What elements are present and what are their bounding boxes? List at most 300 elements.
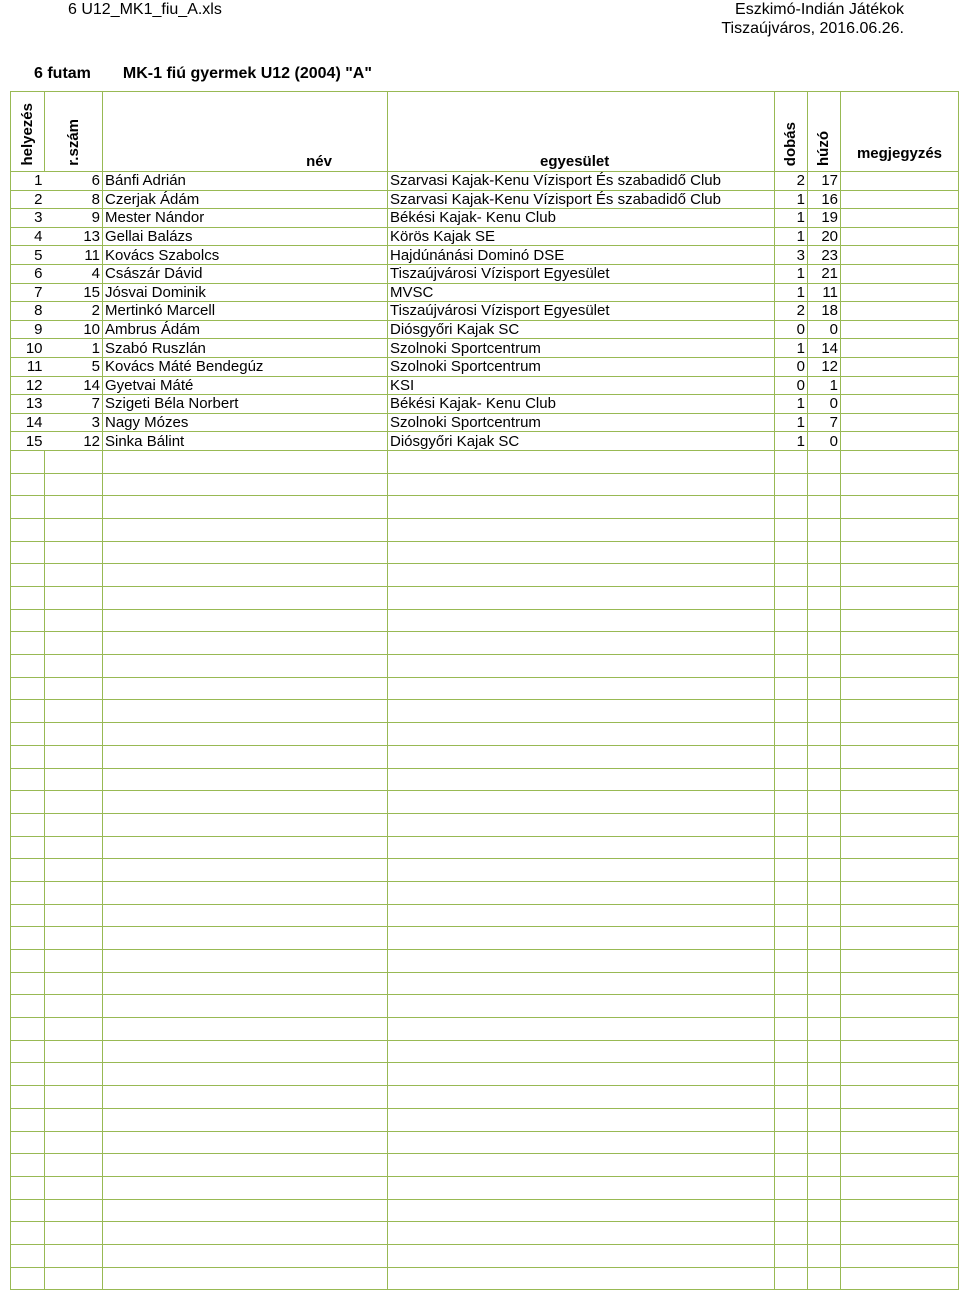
empty-cell — [808, 450, 841, 473]
empty-cell — [103, 768, 388, 791]
empty-cell — [808, 1108, 841, 1131]
cell-huzo: 16 — [808, 190, 841, 209]
empty-cell — [808, 791, 841, 814]
empty-row — [11, 677, 959, 700]
empty-cell — [103, 541, 388, 564]
empty-cell — [103, 450, 388, 473]
empty-cell — [775, 677, 808, 700]
empty-cell — [45, 1108, 103, 1131]
empty-cell — [841, 1040, 959, 1063]
cell-nev: Bánfi Adrián — [103, 172, 388, 191]
table-row — [11, 172, 959, 191]
cell-rszam: 8 — [45, 190, 103, 209]
empty-row — [11, 473, 959, 496]
empty-cell — [45, 995, 103, 1018]
empty-cell — [103, 723, 388, 746]
empty-row — [11, 1040, 959, 1063]
empty-cell — [775, 927, 808, 950]
empty-cell — [808, 881, 841, 904]
empty-cell — [841, 541, 959, 564]
empty-cell — [775, 609, 808, 632]
empty-cell — [388, 541, 775, 564]
empty-cell — [841, 881, 959, 904]
empty-cell — [45, 836, 103, 859]
empty-cell — [11, 473, 45, 496]
cell-huzo: 20 — [808, 227, 841, 246]
empty-cell — [775, 836, 808, 859]
empty-cell — [808, 677, 841, 700]
empty-cell — [808, 1040, 841, 1063]
empty-cell — [808, 950, 841, 973]
empty-cell — [103, 632, 388, 655]
empty-cell — [45, 927, 103, 950]
cell-egyesulet: Szolnoki Sportcentrum — [388, 339, 775, 358]
col-huzo: húzó — [808, 92, 841, 172]
empty-row — [11, 564, 959, 587]
empty-cell — [775, 564, 808, 587]
empty-row — [11, 972, 959, 995]
cell-dobas: 1 — [775, 209, 808, 228]
empty-cell — [388, 950, 775, 973]
empty-cell — [808, 813, 841, 836]
cell-megjegyzes — [841, 357, 959, 376]
empty-row — [11, 1267, 959, 1290]
cell-huzo: 7 — [808, 413, 841, 432]
table-row — [11, 339, 959, 358]
empty-cell — [388, 927, 775, 950]
empty-row — [11, 541, 959, 564]
empty-cell — [103, 904, 388, 927]
col-egyesulet: egyesület — [388, 92, 775, 172]
empty-cell — [841, 791, 959, 814]
empty-row — [11, 1131, 959, 1154]
empty-row — [11, 496, 959, 519]
empty-cell — [388, 1154, 775, 1177]
empty-cell — [775, 1131, 808, 1154]
cell-helyezes: 5 — [11, 246, 45, 265]
empty-cell — [808, 723, 841, 746]
empty-cell — [775, 518, 808, 541]
cell-helyezes: 9 — [11, 320, 45, 339]
empty-cell — [388, 632, 775, 655]
cell-egyesulet: KSI — [388, 376, 775, 395]
cell-huzo: 19 — [808, 209, 841, 228]
empty-row — [11, 1018, 959, 1041]
empty-cell — [45, 632, 103, 655]
cell-helyezes: 4 — [11, 227, 45, 246]
cell-egyesulet: Szolnoki Sportcentrum — [388, 413, 775, 432]
empty-cell — [775, 881, 808, 904]
empty-cell — [388, 1267, 775, 1290]
empty-cell — [808, 700, 841, 723]
empty-cell — [841, 768, 959, 791]
empty-cell — [103, 1154, 388, 1177]
cell-dobas: 1 — [775, 227, 808, 246]
empty-cell — [775, 745, 808, 768]
empty-cell — [103, 859, 388, 882]
cell-megjegyzes — [841, 264, 959, 283]
cell-nev: Mester Nándor — [103, 209, 388, 228]
empty-cell — [103, 927, 388, 950]
empty-cell — [841, 904, 959, 927]
empty-cell — [775, 541, 808, 564]
cell-egyesulet: Szolnoki Sportcentrum — [388, 357, 775, 376]
cell-dobas: 0 — [775, 320, 808, 339]
empty-cell — [841, 450, 959, 473]
cell-rszam: 10 — [45, 320, 103, 339]
cell-helyezes: 14 — [11, 413, 45, 432]
cell-helyezes: 10 — [11, 339, 45, 358]
empty-cell — [808, 541, 841, 564]
empty-cell — [841, 859, 959, 882]
empty-cell — [841, 700, 959, 723]
cell-dobas: 1 — [775, 413, 808, 432]
empty-cell — [775, 904, 808, 927]
cell-egyesulet: MVSC — [388, 283, 775, 302]
empty-cell — [841, 609, 959, 632]
cell-huzo: 23 — [808, 246, 841, 265]
empty-row — [11, 745, 959, 768]
empty-cell — [11, 541, 45, 564]
empty-cell — [11, 632, 45, 655]
table-row — [11, 376, 959, 395]
empty-row — [11, 723, 959, 746]
empty-cell — [775, 1086, 808, 1109]
empty-cell — [808, 1086, 841, 1109]
empty-cell — [388, 1040, 775, 1063]
empty-cell — [841, 1154, 959, 1177]
empty-cell — [841, 950, 959, 973]
empty-row — [11, 995, 959, 1018]
cell-egyesulet: Békési Kajak- Kenu Club — [388, 395, 775, 414]
empty-cell — [11, 813, 45, 836]
empty-cell — [11, 1063, 45, 1086]
empty-cell — [808, 1222, 841, 1245]
cell-megjegyzes — [841, 302, 959, 321]
empty-cell — [775, 972, 808, 995]
empty-cell — [11, 564, 45, 587]
event-name: Eszkimó-Indián Játékok — [735, 1, 904, 18]
cell-megjegyzes — [841, 246, 959, 265]
cell-huzo: 0 — [808, 432, 841, 451]
empty-cell — [388, 813, 775, 836]
header-row — [11, 92, 959, 172]
cell-huzo: 0 — [808, 320, 841, 339]
empty-cell — [45, 904, 103, 927]
empty-cell — [103, 1131, 388, 1154]
empty-row — [11, 836, 959, 859]
empty-cell — [11, 1154, 45, 1177]
empty-cell — [841, 995, 959, 1018]
cell-egyesulet: Tiszaújvárosi Vízisport Egyesület — [388, 302, 775, 321]
empty-cell — [45, 745, 103, 768]
table-row — [11, 209, 959, 228]
empty-cell — [841, 927, 959, 950]
empty-cell — [103, 972, 388, 995]
empty-cell — [11, 655, 45, 678]
cell-megjegyzes — [841, 432, 959, 451]
empty-cell — [841, 1018, 959, 1041]
empty-cell — [808, 1018, 841, 1041]
cell-huzo: 0 — [808, 395, 841, 414]
empty-cell — [388, 904, 775, 927]
empty-cell — [808, 518, 841, 541]
empty-cell — [841, 496, 959, 519]
cell-megjegyzes — [841, 320, 959, 339]
empty-cell — [808, 1063, 841, 1086]
file-name: 6 U12_MK1_fiu_A.xls — [68, 1, 222, 18]
table-row — [11, 264, 959, 283]
results-table — [10, 91, 959, 1290]
empty-cell — [388, 859, 775, 882]
cell-helyezes: 3 — [11, 209, 45, 228]
empty-cell — [103, 1267, 388, 1290]
empty-cell — [11, 1176, 45, 1199]
empty-cell — [775, 1176, 808, 1199]
empty-cell — [388, 587, 775, 610]
cell-helyezes: 1 — [11, 172, 45, 191]
cell-huzo: 17 — [808, 172, 841, 191]
empty-cell — [103, 518, 388, 541]
empty-cell — [775, 1222, 808, 1245]
cell-helyezes: 8 — [11, 302, 45, 321]
empty-cell — [841, 473, 959, 496]
cell-rszam: 7 — [45, 395, 103, 414]
cell-dobas: 1 — [775, 283, 808, 302]
empty-cell — [808, 859, 841, 882]
empty-cell — [388, 1199, 775, 1222]
empty-cell — [388, 768, 775, 791]
empty-cell — [841, 564, 959, 587]
empty-cell — [775, 473, 808, 496]
empty-cell — [103, 813, 388, 836]
empty-cell — [775, 587, 808, 610]
empty-cell — [388, 700, 775, 723]
empty-cell — [45, 1199, 103, 1222]
empty-cell — [45, 518, 103, 541]
empty-cell — [841, 1199, 959, 1222]
empty-cell — [45, 587, 103, 610]
empty-row — [11, 859, 959, 882]
empty-cell — [841, 813, 959, 836]
empty-cell — [388, 1018, 775, 1041]
cell-nev: Gellai Balázs — [103, 227, 388, 246]
empty-cell — [388, 1176, 775, 1199]
empty-cell — [841, 632, 959, 655]
empty-cell — [388, 1131, 775, 1154]
empty-row — [11, 927, 959, 950]
empty-cell — [103, 564, 388, 587]
empty-cell — [841, 1244, 959, 1267]
empty-cell — [808, 609, 841, 632]
empty-row — [11, 1086, 959, 1109]
empty-cell — [388, 723, 775, 746]
results-body — [11, 172, 959, 1290]
empty-row — [11, 1244, 959, 1267]
empty-cell — [45, 881, 103, 904]
empty-cell — [388, 609, 775, 632]
empty-row — [11, 1063, 959, 1086]
empty-cell — [388, 1108, 775, 1131]
cell-dobas: 3 — [775, 246, 808, 265]
cell-rszam: 15 — [45, 283, 103, 302]
empty-cell — [808, 564, 841, 587]
empty-cell — [388, 677, 775, 700]
cell-egyesulet: Hajdúnánási Dominó DSE — [388, 246, 775, 265]
empty-cell — [841, 1267, 959, 1290]
empty-cell — [775, 813, 808, 836]
empty-cell — [11, 791, 45, 814]
empty-cell — [45, 1063, 103, 1086]
cell-helyezes: 11 — [11, 357, 45, 376]
empty-cell — [11, 904, 45, 927]
table-row — [11, 246, 959, 265]
empty-cell — [775, 995, 808, 1018]
empty-cell — [103, 587, 388, 610]
empty-cell — [775, 723, 808, 746]
empty-cell — [388, 1086, 775, 1109]
empty-cell — [841, 1086, 959, 1109]
cell-rszam: 13 — [45, 227, 103, 246]
empty-cell — [11, 723, 45, 746]
cell-dobas: 0 — [775, 376, 808, 395]
empty-cell — [11, 768, 45, 791]
empty-cell — [45, 655, 103, 678]
cell-helyezes: 13 — [11, 395, 45, 414]
event-header — [721, 0, 904, 38]
empty-cell — [808, 1131, 841, 1154]
empty-cell — [808, 1199, 841, 1222]
cell-rszam: 14 — [45, 376, 103, 395]
empty-cell — [45, 950, 103, 973]
empty-cell — [808, 972, 841, 995]
empty-row — [11, 813, 959, 836]
cell-rszam: 6 — [45, 172, 103, 191]
empty-cell — [45, 1131, 103, 1154]
empty-cell — [11, 677, 45, 700]
empty-cell — [388, 473, 775, 496]
empty-cell — [11, 1267, 45, 1290]
empty-cell — [775, 1040, 808, 1063]
cell-dobas: 1 — [775, 264, 808, 283]
empty-cell — [808, 995, 841, 1018]
empty-row — [11, 609, 959, 632]
empty-cell — [45, 564, 103, 587]
cell-dobas: 1 — [775, 339, 808, 358]
empty-row — [11, 587, 959, 610]
empty-cell — [11, 950, 45, 973]
table-row — [11, 432, 959, 451]
empty-cell — [388, 995, 775, 1018]
empty-cell — [775, 655, 808, 678]
empty-cell — [808, 655, 841, 678]
cell-helyezes: 15 — [11, 432, 45, 451]
col-helyezes: helyezés — [11, 92, 45, 172]
empty-cell — [775, 700, 808, 723]
empty-cell — [11, 609, 45, 632]
cell-dobas: 2 — [775, 172, 808, 191]
cell-rszam: 11 — [45, 246, 103, 265]
cell-nev: Mertinkó Marcell — [103, 302, 388, 321]
empty-cell — [11, 700, 45, 723]
cell-nev: Jósvai Dominik — [103, 283, 388, 302]
empty-cell — [45, 700, 103, 723]
empty-cell — [841, 655, 959, 678]
cell-dobas: 0 — [775, 357, 808, 376]
empty-cell — [103, 1018, 388, 1041]
cell-dobas: 1 — [775, 190, 808, 209]
empty-cell — [45, 1086, 103, 1109]
empty-cell — [808, 836, 841, 859]
empty-row — [11, 950, 959, 973]
empty-cell — [45, 813, 103, 836]
empty-cell — [103, 609, 388, 632]
cell-nev: Szabó Ruszlán — [103, 339, 388, 358]
empty-cell — [775, 1018, 808, 1041]
empty-cell — [775, 1267, 808, 1290]
empty-cell — [45, 541, 103, 564]
empty-cell — [775, 1154, 808, 1177]
table-row — [11, 357, 959, 376]
empty-cell — [45, 496, 103, 519]
cell-helyezes: 12 — [11, 376, 45, 395]
empty-cell — [11, 1018, 45, 1041]
cell-nev: Ambrus Ádám — [103, 320, 388, 339]
empty-cell — [808, 768, 841, 791]
empty-cell — [841, 745, 959, 768]
cell-rszam: 5 — [45, 357, 103, 376]
empty-row — [11, 1222, 959, 1245]
empty-row — [11, 768, 959, 791]
empty-cell — [45, 1154, 103, 1177]
empty-cell — [808, 745, 841, 768]
empty-row — [11, 1154, 959, 1177]
empty-cell — [388, 1244, 775, 1267]
empty-cell — [11, 1131, 45, 1154]
empty-cell — [103, 950, 388, 973]
cell-rszam: 4 — [45, 264, 103, 283]
cell-megjegyzes — [841, 209, 959, 228]
empty-cell — [103, 995, 388, 1018]
empty-cell — [775, 1244, 808, 1267]
empty-cell — [103, 677, 388, 700]
cell-egyesulet: Körös Kajak SE — [388, 227, 775, 246]
cell-megjegyzes — [841, 190, 959, 209]
empty-cell — [103, 1063, 388, 1086]
empty-cell — [388, 655, 775, 678]
cell-rszam: 9 — [45, 209, 103, 228]
location-date: Tiszaújváros, 2016.06.26. — [721, 20, 904, 37]
table-row — [11, 227, 959, 246]
empty-row — [11, 791, 959, 814]
empty-cell — [45, 859, 103, 882]
cell-egyesulet: Diósgyőri Kajak SC — [388, 432, 775, 451]
empty-cell — [45, 677, 103, 700]
empty-cell — [103, 1244, 388, 1267]
cell-nev: Császár Dávid — [103, 264, 388, 283]
cell-egyesulet: Tiszaújvárosi Vízisport Egyesület — [388, 264, 775, 283]
empty-cell — [841, 1063, 959, 1086]
col-megjegyzes: megjegyzés — [841, 92, 959, 172]
empty-cell — [45, 972, 103, 995]
empty-row — [11, 1176, 959, 1199]
table-row — [11, 395, 959, 414]
empty-cell — [775, 859, 808, 882]
empty-cell — [775, 1063, 808, 1086]
empty-cell — [103, 745, 388, 768]
cell-rszam: 2 — [45, 302, 103, 321]
empty-cell — [11, 972, 45, 995]
